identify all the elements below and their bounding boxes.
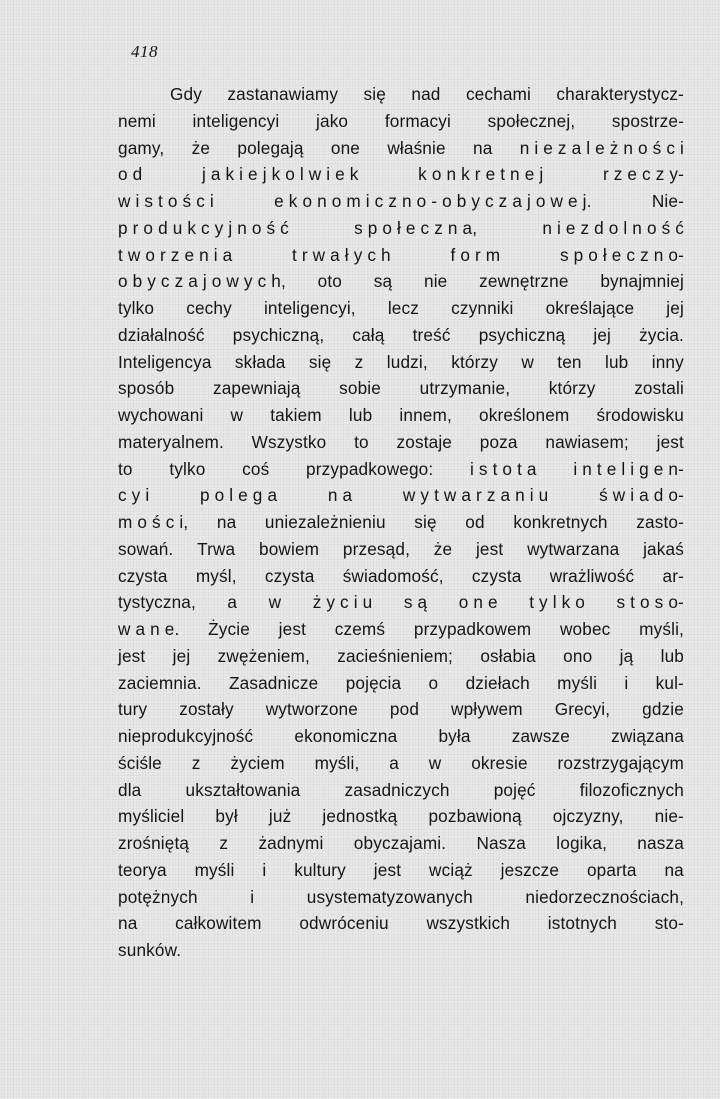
word: gdzie xyxy=(642,699,684,720)
word: n a xyxy=(327,485,353,506)
text-line xyxy=(118,563,684,590)
text-line xyxy=(118,295,684,322)
word: Wszystko xyxy=(251,431,327,452)
text-line xyxy=(118,750,684,777)
text-line xyxy=(118,349,684,376)
word: tystyczna, xyxy=(118,592,196,613)
word: kul- xyxy=(655,672,684,693)
word: ż y c i u xyxy=(312,592,373,613)
word: na xyxy=(216,512,237,532)
word: bynajmniej xyxy=(600,271,684,292)
word: jeszcze xyxy=(500,859,560,880)
text-line xyxy=(118,616,684,643)
word: właśnie xyxy=(387,137,446,158)
text-line xyxy=(118,215,684,242)
word: jest xyxy=(373,859,402,880)
word: w xyxy=(521,351,534,372)
text-line xyxy=(118,456,684,483)
word: oparta xyxy=(586,859,637,880)
text-line xyxy=(118,884,684,911)
word: że xyxy=(191,137,211,158)
word: konkretnych xyxy=(513,512,608,532)
word: sposób xyxy=(118,378,175,399)
word: tylko xyxy=(118,298,155,318)
page-number: 418 xyxy=(131,42,158,61)
word: uniezależnieniu xyxy=(264,512,386,532)
word: kultury xyxy=(294,859,346,880)
word: wobec xyxy=(559,619,611,639)
word: sto- xyxy=(654,913,684,934)
word: jest xyxy=(656,431,684,452)
word: inteligencyi xyxy=(192,110,280,131)
word: ono xyxy=(563,645,593,666)
word: jest xyxy=(118,645,146,666)
word: pozbawioną xyxy=(428,806,522,827)
word: charakterystycz- xyxy=(556,84,684,104)
word: nasza xyxy=(637,833,684,853)
word: p r o d u k c y j n o ś ć xyxy=(118,217,289,238)
word: czemś xyxy=(334,619,386,639)
word: t r w a ł y c h xyxy=(292,244,391,265)
text-line xyxy=(118,857,684,884)
word: k o n k r e t n e j xyxy=(418,164,544,185)
word: myśli, xyxy=(314,752,360,773)
word: określające xyxy=(545,298,635,318)
word: ludzi, xyxy=(386,351,428,372)
word: życiem xyxy=(230,752,285,773)
word: są xyxy=(373,271,393,292)
word: którzy xyxy=(548,378,596,399)
word: o b y c z a j o w y c h, xyxy=(118,271,286,292)
word: n i e z a l e ż n o ś c i xyxy=(519,137,684,158)
text-line xyxy=(118,161,684,188)
word: o n e xyxy=(458,592,498,613)
word: Zasadnicze xyxy=(228,672,319,693)
word: spostrze- xyxy=(611,110,684,131)
word: o d xyxy=(118,164,143,185)
text-line xyxy=(118,536,684,563)
word: zastanawiamy xyxy=(227,84,339,104)
text-line xyxy=(118,670,684,697)
word: w xyxy=(230,405,244,425)
word: o xyxy=(428,672,439,693)
word: Nie- xyxy=(651,191,684,211)
word: jednostką xyxy=(322,806,398,827)
word: istotnych xyxy=(547,913,617,934)
word: rozstrzygającym xyxy=(557,752,684,773)
word: wszystkich xyxy=(426,913,511,934)
word: nawiasem; xyxy=(545,431,629,452)
word: ojczyzny, xyxy=(552,806,624,827)
word: p o l e g a xyxy=(200,485,278,506)
word: zewnętrzne xyxy=(479,271,569,292)
word: jej xyxy=(593,324,612,345)
word: poza xyxy=(479,431,518,452)
word: zasadniczych xyxy=(344,779,450,800)
word: w y t w a r z a n i u xyxy=(402,485,549,506)
word: ten xyxy=(557,351,582,372)
word: żadnymi xyxy=(258,833,324,853)
word: przypadkowem xyxy=(413,619,532,639)
word: nieprodukcyjność xyxy=(118,726,254,746)
word: bowiem xyxy=(259,538,320,559)
word: s p o ł e c z n o- xyxy=(559,244,684,265)
word: myśli xyxy=(194,859,235,880)
word: czynniki xyxy=(451,298,514,318)
text-line xyxy=(118,723,684,750)
word: lecz xyxy=(387,298,420,318)
word: ukształtowania xyxy=(185,779,301,800)
word: nemi xyxy=(118,110,156,131)
word: cechami xyxy=(465,84,531,104)
word: dla xyxy=(118,779,142,800)
word: r z e c z y- xyxy=(602,164,684,185)
word: jest xyxy=(278,619,307,639)
word: cechy xyxy=(186,298,232,318)
word: życia. xyxy=(639,324,684,345)
word: teorya xyxy=(118,859,167,880)
word: potężnych xyxy=(118,886,198,907)
word: obyczajami. xyxy=(353,833,447,853)
word: Życie xyxy=(208,619,250,639)
word: to xyxy=(118,458,133,479)
word: to xyxy=(354,431,369,452)
word: jakaś xyxy=(643,538,684,559)
word: przypadkowego: xyxy=(306,458,434,479)
word: pod xyxy=(389,699,420,720)
word: polegają xyxy=(237,137,304,158)
word: Trwa xyxy=(197,538,236,559)
word: myśli xyxy=(557,672,598,693)
word: wytwarzana xyxy=(527,538,620,559)
text-line xyxy=(118,482,684,509)
word: którzy xyxy=(451,351,498,372)
word: z xyxy=(219,833,229,853)
text-line xyxy=(118,81,684,108)
word: związana xyxy=(611,726,684,746)
word: sunków. xyxy=(118,940,182,960)
word: utrzymanie, xyxy=(419,378,511,399)
word: t w o r z e n i a xyxy=(118,244,233,265)
word: zaciemnia. xyxy=(118,672,202,693)
word: s p o ł e c z n a, xyxy=(354,217,478,238)
text-line xyxy=(118,696,684,723)
word: usystematyzowanych xyxy=(306,886,473,907)
word: innem, xyxy=(399,405,452,425)
word: tury xyxy=(118,699,148,720)
text-line xyxy=(118,135,684,162)
text-line xyxy=(118,242,684,269)
word: s ą xyxy=(403,592,428,613)
word: nie- xyxy=(654,806,684,827)
word: całą xyxy=(352,324,385,345)
word: środowisku xyxy=(596,405,684,425)
word: zwężeniem, xyxy=(217,645,310,666)
word: przesąd, xyxy=(342,538,411,559)
word: w i s t o ś c i xyxy=(118,191,214,211)
text-line xyxy=(118,108,684,135)
word: wpływem xyxy=(451,699,523,720)
word: ekonomiczna xyxy=(294,726,398,746)
word: zawsze xyxy=(511,726,570,746)
word: wychowani xyxy=(118,405,204,425)
word: s t o s o- xyxy=(616,592,684,613)
word: j a k i e j k o l w i e k xyxy=(201,164,359,185)
word: pojęć xyxy=(493,779,536,800)
word: treść xyxy=(412,324,451,345)
word: e k o n o m i c z n o - o b y c z a j o w e j. xyxy=(274,191,592,211)
word: gamy, xyxy=(118,137,165,158)
word: zacieśnieniem; xyxy=(337,645,453,666)
word: się xyxy=(414,512,437,532)
word: czysta xyxy=(118,565,168,586)
word: na xyxy=(473,137,493,158)
word: zapewniają xyxy=(212,378,301,399)
word: wytworzone xyxy=(265,699,358,720)
word: a xyxy=(227,592,238,613)
word: psychiczną, xyxy=(232,324,325,345)
word: i s t o t a xyxy=(470,458,537,479)
word: sowań. xyxy=(118,538,174,559)
word: c y i xyxy=(118,485,150,506)
word: Nasza xyxy=(476,833,526,853)
word: nie xyxy=(424,271,448,292)
word: z xyxy=(191,752,201,773)
word: myśl, xyxy=(195,565,237,586)
word: ś w i a d o- xyxy=(599,485,684,506)
word: Inteligencya xyxy=(118,351,212,372)
word: wrażliwość xyxy=(549,565,635,586)
word: i xyxy=(262,859,267,880)
word: ar- xyxy=(662,565,684,586)
word: czysta xyxy=(264,565,315,586)
word: nad xyxy=(411,84,441,104)
word: składa xyxy=(234,351,286,372)
word: w xyxy=(428,752,442,773)
word: wciąż xyxy=(429,859,473,880)
text-line xyxy=(118,777,684,804)
word: niedorzecznościach, xyxy=(525,886,684,907)
word: tylko xyxy=(169,458,206,479)
word: coś xyxy=(242,458,270,479)
word: takiem xyxy=(270,405,322,425)
word: na xyxy=(118,913,138,934)
word: formacyi xyxy=(384,110,451,131)
word: dziełach xyxy=(465,672,530,693)
word: i xyxy=(250,886,255,907)
word: ją xyxy=(619,645,634,666)
word: zostaje xyxy=(396,431,453,452)
word: działalność xyxy=(118,324,205,345)
text-line xyxy=(118,589,684,616)
word: zostali xyxy=(634,378,684,399)
word: już xyxy=(268,806,292,827)
word: psychiczną xyxy=(478,324,566,345)
word: lub xyxy=(348,405,373,425)
text-line xyxy=(118,803,684,830)
word: Gdy xyxy=(170,84,202,104)
word: t y l k o xyxy=(529,592,585,613)
word: inteligencyi, xyxy=(263,298,356,318)
word: społecznej, xyxy=(487,110,576,131)
word: się xyxy=(308,351,332,372)
word: myśliciel xyxy=(118,806,185,827)
word: filozoficznych xyxy=(579,779,684,800)
word: sobie xyxy=(339,378,381,399)
word: określonem xyxy=(479,405,570,425)
word: jej xyxy=(172,645,191,666)
word: Grecyi, xyxy=(554,699,611,720)
text-line xyxy=(118,188,684,215)
word: jako xyxy=(316,110,349,131)
word: była xyxy=(438,726,471,746)
word: się xyxy=(363,84,386,104)
word: w a n e. xyxy=(118,619,180,639)
word: zostały xyxy=(179,699,234,720)
word: z xyxy=(354,351,364,372)
word: oto xyxy=(317,271,343,292)
text-line xyxy=(118,402,684,429)
word: f o r m xyxy=(450,244,501,265)
word: zrośniętą xyxy=(118,833,190,853)
word: inny xyxy=(651,351,684,372)
text-line xyxy=(118,375,684,402)
word: czysta xyxy=(471,565,522,586)
word: m o ś c i, xyxy=(118,512,189,532)
word: pojęcia xyxy=(345,672,402,693)
word: okresie xyxy=(471,752,528,773)
word: że xyxy=(433,538,453,559)
word: ściśle xyxy=(118,752,162,773)
word: myśli, xyxy=(639,619,684,639)
text-line xyxy=(118,322,684,349)
word: był xyxy=(215,806,238,827)
word: jej xyxy=(666,298,684,318)
word: na xyxy=(664,859,684,880)
word: a xyxy=(389,752,399,773)
word: jest xyxy=(475,538,504,559)
text-line xyxy=(118,910,684,937)
word: logika, xyxy=(556,833,607,853)
text-line xyxy=(118,268,684,295)
text-line xyxy=(118,429,684,456)
word: w xyxy=(268,592,282,613)
word: i n t e l i g e n- xyxy=(573,458,684,479)
word: osłabia xyxy=(480,645,536,666)
word: odwróceniu xyxy=(299,913,389,934)
word: n i e z d o l n o ś ć xyxy=(542,217,684,238)
word: całkowitem xyxy=(175,913,262,934)
body-text xyxy=(118,81,684,964)
word: zasto- xyxy=(636,512,684,532)
text-line xyxy=(118,509,684,536)
word: materyalnem. xyxy=(118,431,224,452)
text-line xyxy=(118,937,684,964)
word: od xyxy=(465,512,485,532)
word: one xyxy=(330,137,361,158)
word: świadomość, xyxy=(342,565,444,586)
word: lub xyxy=(604,351,629,372)
text-line xyxy=(118,830,684,857)
word: i xyxy=(624,672,629,693)
text-line xyxy=(118,643,684,670)
word: lub xyxy=(660,645,684,666)
